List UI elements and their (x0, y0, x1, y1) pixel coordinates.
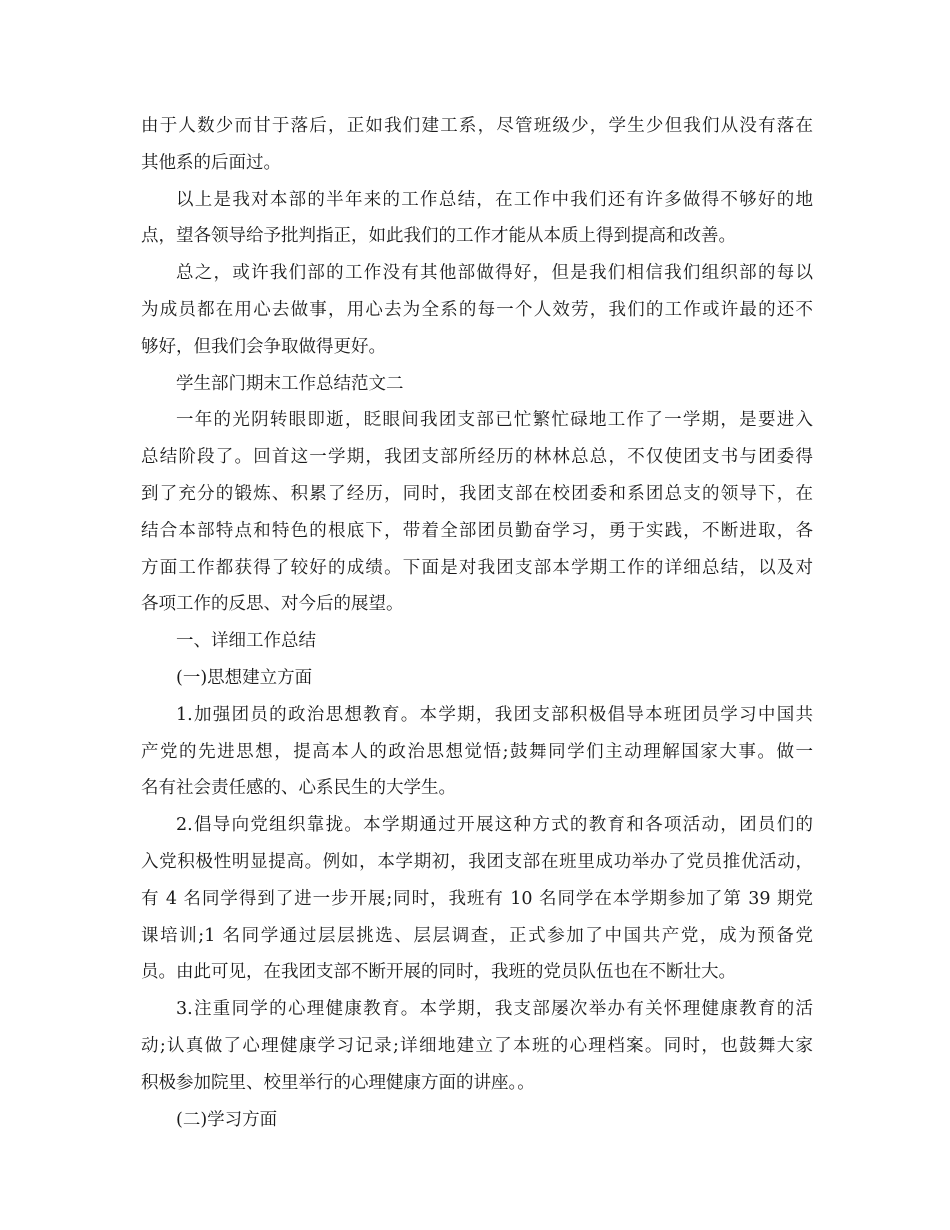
paragraph-line: 3.注重同学的心理健康教育。本学期，我支部屡次举办有关怀理健康教育的活 (176, 999, 813, 1020)
paragraph-line: 员。由此可见，在我团支部不断开展的同时，我班的党员队伍也在不断壮大。 (141, 962, 736, 983)
paragraph-line: 到了充分的锻炼、积累了经历，同时，我团支部在校团委和系团总支的领导下，在 (141, 483, 813, 504)
paragraph-line: 1.加强团员的政治思想教育。本学期，我团支部积极倡导本班团员学习中国共 (176, 704, 813, 725)
subsection-heading: (一)思想建立方面 (176, 667, 313, 688)
paragraph-line: 够好，但我们会争取做得更好。 (141, 336, 386, 357)
paragraph-line: 结合本部特点和特色的根底下，带着全部团员勤奋学习，勇于实践，不断进取，各 (141, 520, 813, 541)
paragraph-line: 总结阶段了。回首这一学期，我团支部所经历的林林总总，不仅使团支书与团委得 (141, 447, 813, 468)
paragraph-line: 动;认真做了心理健康学习记录;详细地建立了本班的心理档案。同时，也鼓舞大家 (141, 1035, 813, 1056)
paragraph-line: 课培训;1 名同学通过层层挑选、层层调查，正式参加了中国共产党，成为预备党 (141, 925, 813, 946)
paragraph-line: 点，望各领导给予批判指正，如此我们的工作才能从本质上得到提高和改善。 (141, 226, 736, 247)
section-heading: 学生部门期末工作总结范文二 (176, 373, 404, 394)
paragraph-line: 方面工作都获得了较好的成绩。下面是对我团支部本学期工作的详细总结，以及对 (141, 557, 813, 578)
paragraph-line: 为成员都在用心去做事，用心去为全系的每一个人效劳，我们的工作或许最的还不 (141, 299, 813, 320)
section-heading: 一、详细工作总结 (176, 631, 316, 652)
paragraph-line: 各项工作的反思、对今后的展望。 (141, 594, 404, 615)
paragraph-line: 由于人数少而甘于落后，正如我们建工系，尽管班级少，学生少但我们从没有落在 (141, 116, 813, 136)
paragraph-line: 有 4 名同学得到了进一步开展;同时，我班有 10 名同学在本学期参加了第 39 期党 (141, 888, 813, 909)
paragraph-line: 一年的光阴转眼即逝，眨眼间我团支部已忙繁忙碌地工作了一学期，是要进入 (176, 410, 813, 431)
paragraph-line: 2.倡导向党组织靠拢。本学期通过开展这种方式的教育和各项活动，团员们的 (176, 815, 813, 836)
paragraph-line: 以上是我对本部的半年来的工作总结，在工作中我们还有许多做得不够好的地 (176, 189, 813, 210)
paragraph-line: 入党积极性明显提高。例如，本学期初，我团支部在班里成功举办了党员推优活动， (141, 851, 813, 872)
document-body (141, 108, 813, 1138)
paragraph-line: 产党的先进思想，提高本人的政治思想觉悟;鼓舞同学们主动理解国家大事。做一 (141, 741, 813, 762)
subsection-heading: (二)学习方面 (176, 1109, 278, 1130)
paragraph-line: 积极参加院里、校里举行的心理健康方面的讲座。。 (141, 1072, 535, 1093)
paragraph-line: 其他系的后面过。 (141, 152, 281, 173)
paragraph-line: 名有社会责任感的、心系民生的大学生。 (141, 778, 456, 799)
paragraph-line: 总之，或许我们部的工作没有其他部做得好，但是我们相信我们组织部的每以 (176, 263, 813, 284)
